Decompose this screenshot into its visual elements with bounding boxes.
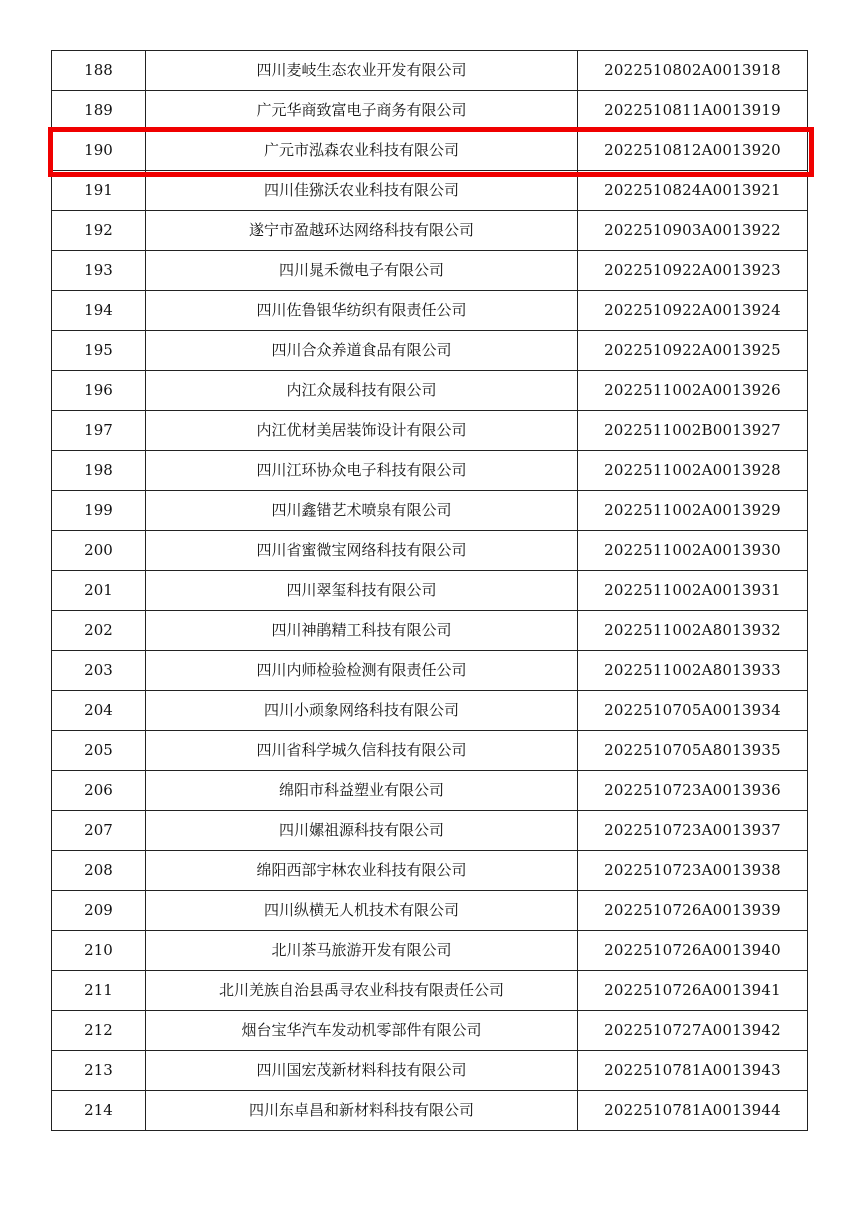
registration-code: 2022510727A0013942 xyxy=(578,1011,808,1051)
row-number: 194 xyxy=(52,291,146,331)
registration-code: 2022510824A0013921 xyxy=(578,171,808,211)
row-number: 214 xyxy=(52,1091,146,1131)
row-number: 191 xyxy=(52,171,146,211)
row-number: 192 xyxy=(52,211,146,251)
registration-code: 2022510723A0013937 xyxy=(578,811,808,851)
table-row xyxy=(52,891,808,931)
row-number: 193 xyxy=(52,251,146,291)
table-row xyxy=(52,1011,808,1051)
table-row xyxy=(52,91,808,131)
company-name: 四川神鹃精工科技有限公司 xyxy=(146,611,578,651)
registration-code: 2022511002A8013932 xyxy=(578,611,808,651)
table-row xyxy=(52,611,808,651)
company-name: 四川麦岐生态农业开发有限公司 xyxy=(146,51,578,91)
row-number: 188 xyxy=(52,51,146,91)
company-name: 四川嫘祖源科技有限公司 xyxy=(146,811,578,851)
company-name: 四川晁禾微电子有限公司 xyxy=(146,251,578,291)
registration-code: 2022511002A0013931 xyxy=(578,571,808,611)
registration-code: 2022511002A0013928 xyxy=(578,451,808,491)
registration-code: 2022510723A0013936 xyxy=(578,771,808,811)
registration-code: 2022511002A0013926 xyxy=(578,371,808,411)
company-name: 四川合众养道食品有限公司 xyxy=(146,331,578,371)
registration-code: 2022510726A0013941 xyxy=(578,971,808,1011)
company-name: 绵阳西部宇林农业科技有限公司 xyxy=(146,851,578,891)
registration-code: 2022510705A0013934 xyxy=(578,691,808,731)
row-number: 206 xyxy=(52,771,146,811)
table-row xyxy=(52,531,808,571)
table-row xyxy=(52,251,808,291)
registration-code: 2022510781A0013944 xyxy=(578,1091,808,1131)
company-name: 广元华商致富电子商务有限公司 xyxy=(146,91,578,131)
company-name: 四川省蜜微宝网络科技有限公司 xyxy=(146,531,578,571)
table-row xyxy=(52,851,808,891)
company-name: 烟台宝华汽车发动机零部件有限公司 xyxy=(146,1011,578,1051)
registration-code: 2022510922A0013925 xyxy=(578,331,808,371)
row-number: 199 xyxy=(52,491,146,531)
table-row xyxy=(52,571,808,611)
table-row xyxy=(52,691,808,731)
company-name: 四川小顽象网络科技有限公司 xyxy=(146,691,578,731)
table-row xyxy=(52,971,808,1011)
row-number: 203 xyxy=(52,651,146,691)
company-name: 四川内师检验检测有限责任公司 xyxy=(146,651,578,691)
company-name: 四川国宏茂新材料科技有限公司 xyxy=(146,1051,578,1091)
table-row xyxy=(52,331,808,371)
table-row xyxy=(52,771,808,811)
company-name: 四川省科学城久信科技有限公司 xyxy=(146,731,578,771)
registration-code: 2022510812A0013920 xyxy=(578,131,808,171)
table-row xyxy=(52,651,808,691)
row-number: 210 xyxy=(52,931,146,971)
registration-code: 2022511002B0013927 xyxy=(578,411,808,451)
registration-code: 2022510802A0013918 xyxy=(578,51,808,91)
company-name: 四川东卓昌和新材料科技有限公司 xyxy=(146,1091,578,1131)
table-row xyxy=(52,451,808,491)
row-number: 202 xyxy=(52,611,146,651)
row-number: 196 xyxy=(52,371,146,411)
registration-code: 2022510726A0013940 xyxy=(578,931,808,971)
row-number: 212 xyxy=(52,1011,146,1051)
row-number: 190 xyxy=(52,131,146,171)
row-number: 197 xyxy=(52,411,146,451)
table-row xyxy=(52,731,808,771)
table-row xyxy=(52,371,808,411)
table-row xyxy=(52,171,808,211)
row-number: 211 xyxy=(52,971,146,1011)
row-number: 207 xyxy=(52,811,146,851)
registration-code: 2022510781A0013943 xyxy=(578,1051,808,1091)
table-row xyxy=(52,1091,808,1131)
company-name: 四川翠玺科技有限公司 xyxy=(146,571,578,611)
table-row xyxy=(52,211,808,251)
row-number: 205 xyxy=(52,731,146,771)
registration-code: 2022510811A0013919 xyxy=(578,91,808,131)
table-row xyxy=(52,491,808,531)
company-name: 广元市泓森农业科技有限公司 xyxy=(146,131,578,171)
registration-code: 2022510723A0013938 xyxy=(578,851,808,891)
row-number: 208 xyxy=(52,851,146,891)
table-row xyxy=(52,811,808,851)
row-number: 200 xyxy=(52,531,146,571)
company-registry-table xyxy=(51,50,808,1131)
row-number: 204 xyxy=(52,691,146,731)
row-number: 195 xyxy=(52,331,146,371)
company-name: 四川纵横无人机技术有限公司 xyxy=(146,891,578,931)
registration-code: 2022511002A0013929 xyxy=(578,491,808,531)
company-name: 四川鑫错艺术喷泉有限公司 xyxy=(146,491,578,531)
registration-code: 2022510726A0013939 xyxy=(578,891,808,931)
company-name: 四川佐鲁银华纺织有限责任公司 xyxy=(146,291,578,331)
registration-code: 2022511002A8013933 xyxy=(578,651,808,691)
table-row xyxy=(52,411,808,451)
company-name: 内江众晟科技有限公司 xyxy=(146,371,578,411)
table-body xyxy=(52,51,808,1131)
registration-code: 2022510922A0013923 xyxy=(578,251,808,291)
table-row xyxy=(52,131,808,171)
registration-code: 2022510903A0013922 xyxy=(578,211,808,251)
company-name: 四川江环协众电子科技有限公司 xyxy=(146,451,578,491)
registration-code: 2022510705A8013935 xyxy=(578,731,808,771)
company-name: 绵阳市科益塑业有限公司 xyxy=(146,771,578,811)
company-name: 四川佳猕沃农业科技有限公司 xyxy=(146,171,578,211)
registration-code: 2022511002A0013930 xyxy=(578,531,808,571)
table-row xyxy=(52,291,808,331)
row-number: 189 xyxy=(52,91,146,131)
row-number: 201 xyxy=(52,571,146,611)
row-number: 198 xyxy=(52,451,146,491)
table-row xyxy=(52,51,808,91)
company-name: 遂宁市盈越环达网络科技有限公司 xyxy=(146,211,578,251)
row-number: 213 xyxy=(52,1051,146,1091)
company-name: 内江优材美居装饰设计有限公司 xyxy=(146,411,578,451)
row-number: 209 xyxy=(52,891,146,931)
table-row xyxy=(52,1051,808,1091)
registration-code: 2022510922A0013924 xyxy=(578,291,808,331)
company-name: 北川茶马旅游开发有限公司 xyxy=(146,931,578,971)
company-name: 北川羌族自治县禹寻农业科技有限责任公司 xyxy=(146,971,578,1011)
table-row xyxy=(52,931,808,971)
